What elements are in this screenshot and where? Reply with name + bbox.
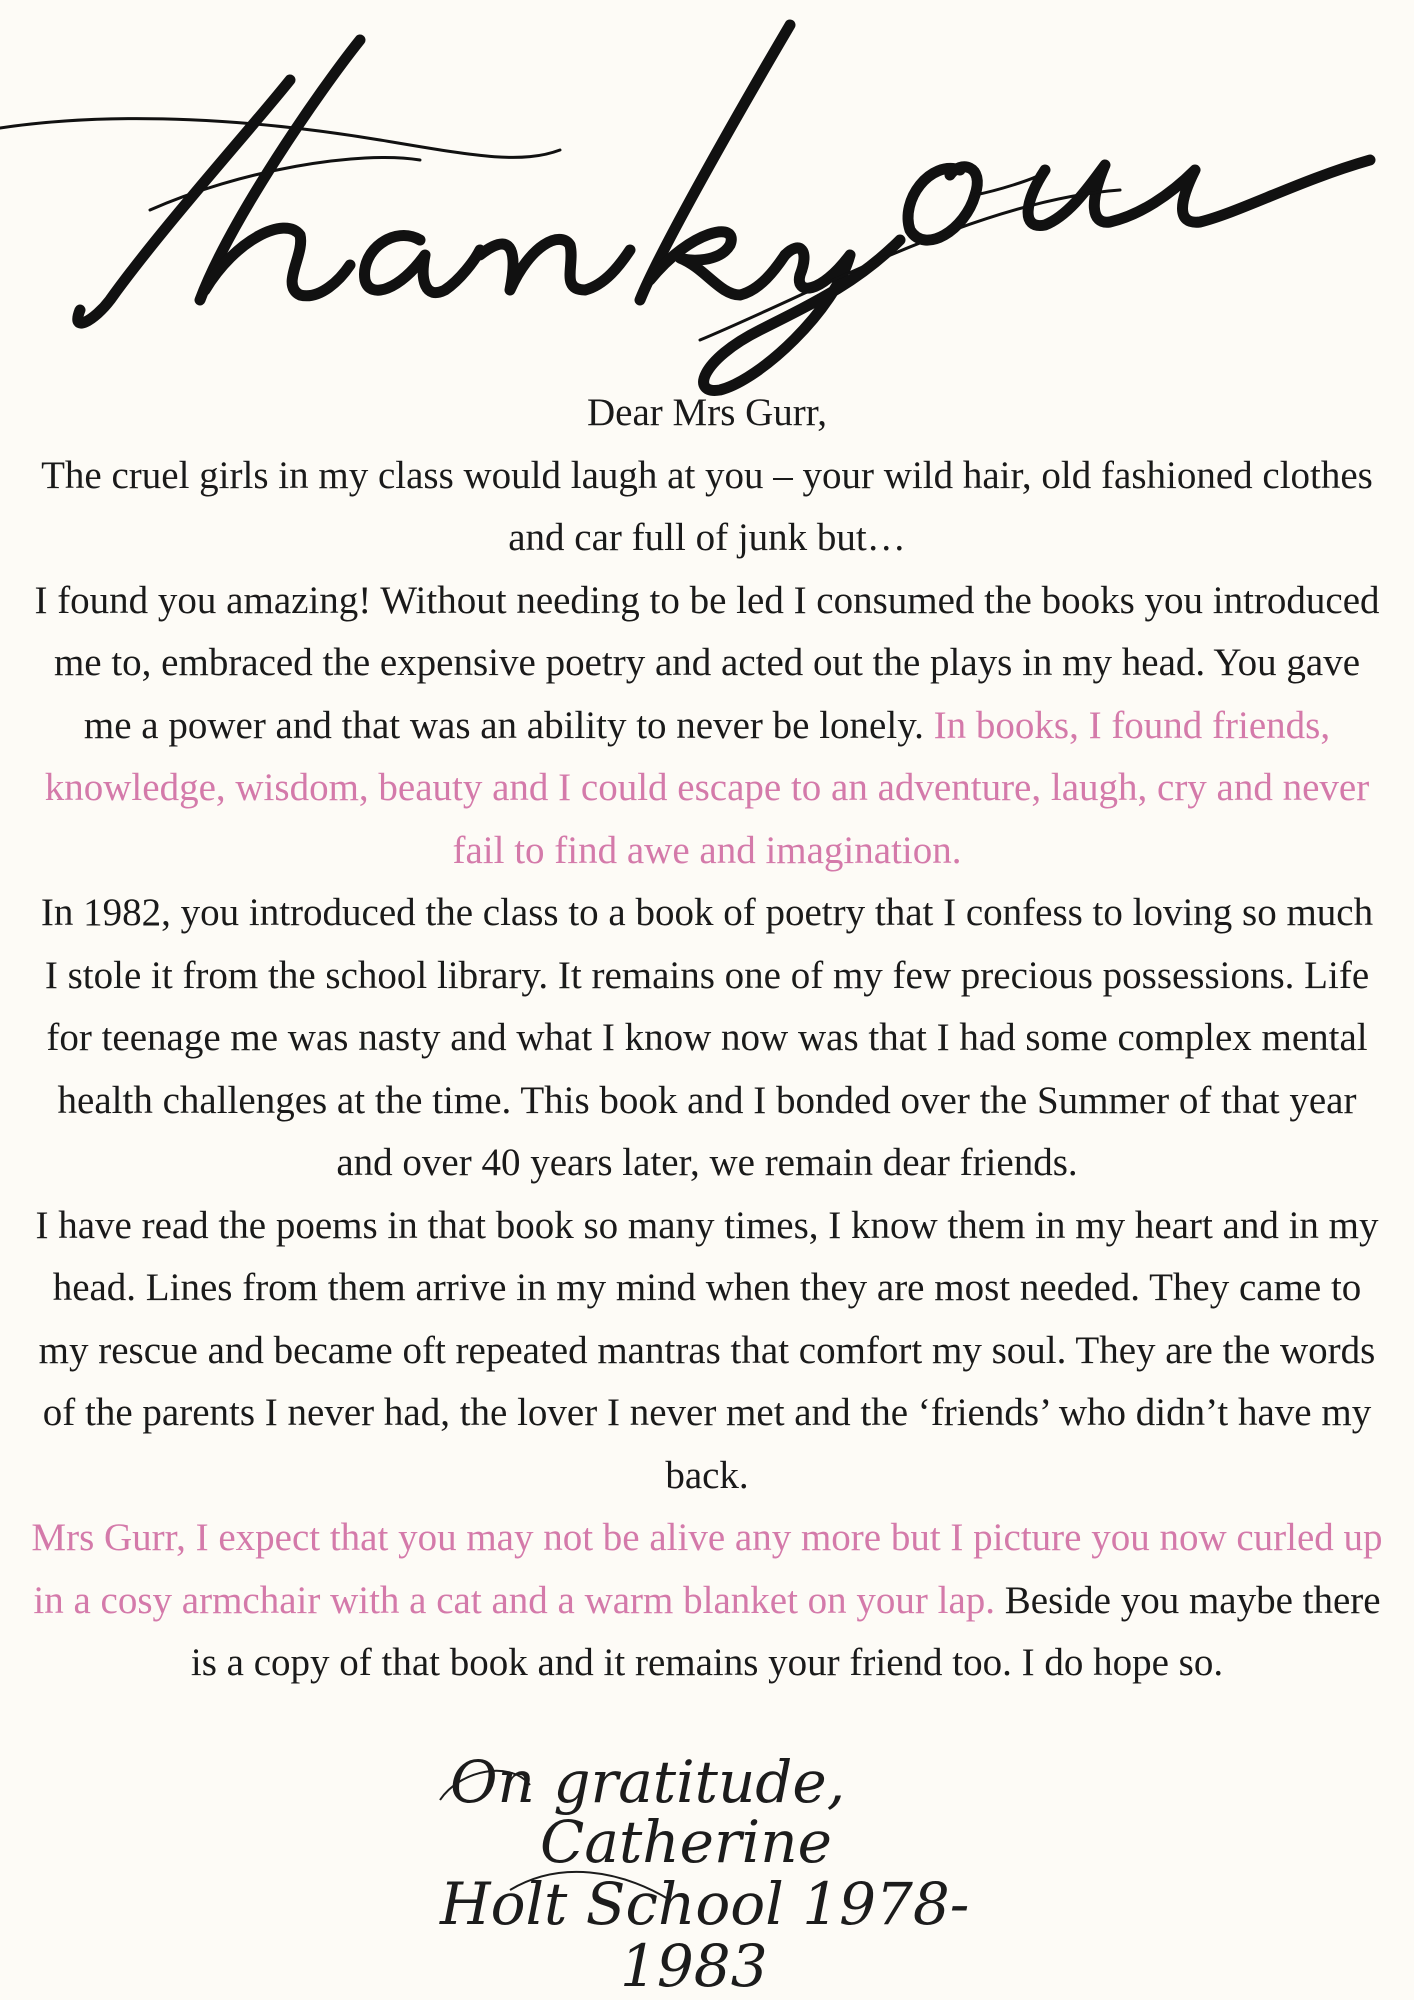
- paragraph-5-text: Beside you maybe there is a copy of that book and it remains your friend too. I do hope so.: [190, 1578, 1381, 1684]
- signoff-closing: On gratitude,: [450, 1748, 846, 1816]
- paragraph-1-text: The cruel girls in my class would laugh at you – your wild hair, old fashioned clothes and car full of junk but…: [41, 453, 1373, 559]
- paragraph-2-text: I found you amazing! Without needing to be led I consumed the books you introduced me to, embraced the expensive poetry and acted out the plays in my head. You gave me a power and that was an ability to never be lonely.: [34, 578, 1380, 747]
- salutation: Dear Mrs Gurr,: [587, 391, 827, 434]
- paragraph-4: [30, 1195, 1384, 1508]
- paragraph-2-highlight: In books, I found friends, knowledge, wisdom, beauty and I could escape to an adventure, laugh, cry and never fail to find awe and imagination.: [44, 703, 1370, 872]
- paragraph-3: [30, 882, 1384, 1195]
- letter-body: [30, 382, 1384, 1695]
- paragraph-2: [30, 570, 1384, 883]
- paragraph-4-text: I have read the poems in that book so many times, I know them in my heart and in my head. Lines from them arrive in my mind when they are most needed. They came to my rescue and became oft repeated mantras that comfort my soul. They are the words of the parents I never had, the lover I never met and the ‘friends’ who didn’t have my back.: [35, 1203, 1379, 1497]
- paragraph-1: [30, 445, 1384, 570]
- signoff-signature: [420, 1740, 1000, 2000]
- signoff-year: 1983: [620, 1932, 768, 2000]
- thankyou-script-heading: [0, 0, 1414, 400]
- paragraph-5-highlight: Mrs Gurr, I expect that you may not be alive any more but I picture you now curled up in a cosy armchair with a cat and a warm blanket on your lap.: [31, 1516, 1383, 1622]
- paragraph-5: [30, 1507, 1384, 1695]
- paragraph-3-text: In 1982, you introduced the class to a book of poetry that I confess to loving so much I stole it from the school library. It remains one of my few precious possessions. Life for teenage me was nasty and what I know now was that I had some complex mental health challenges at the time. This book and I bonded over the Summer of that year and over 40 years later, we remain dear friends.: [40, 891, 1374, 1184]
- signoff-name: Catherine: [540, 1808, 832, 1876]
- signoff-school: Holt School 1978-: [440, 1870, 970, 1938]
